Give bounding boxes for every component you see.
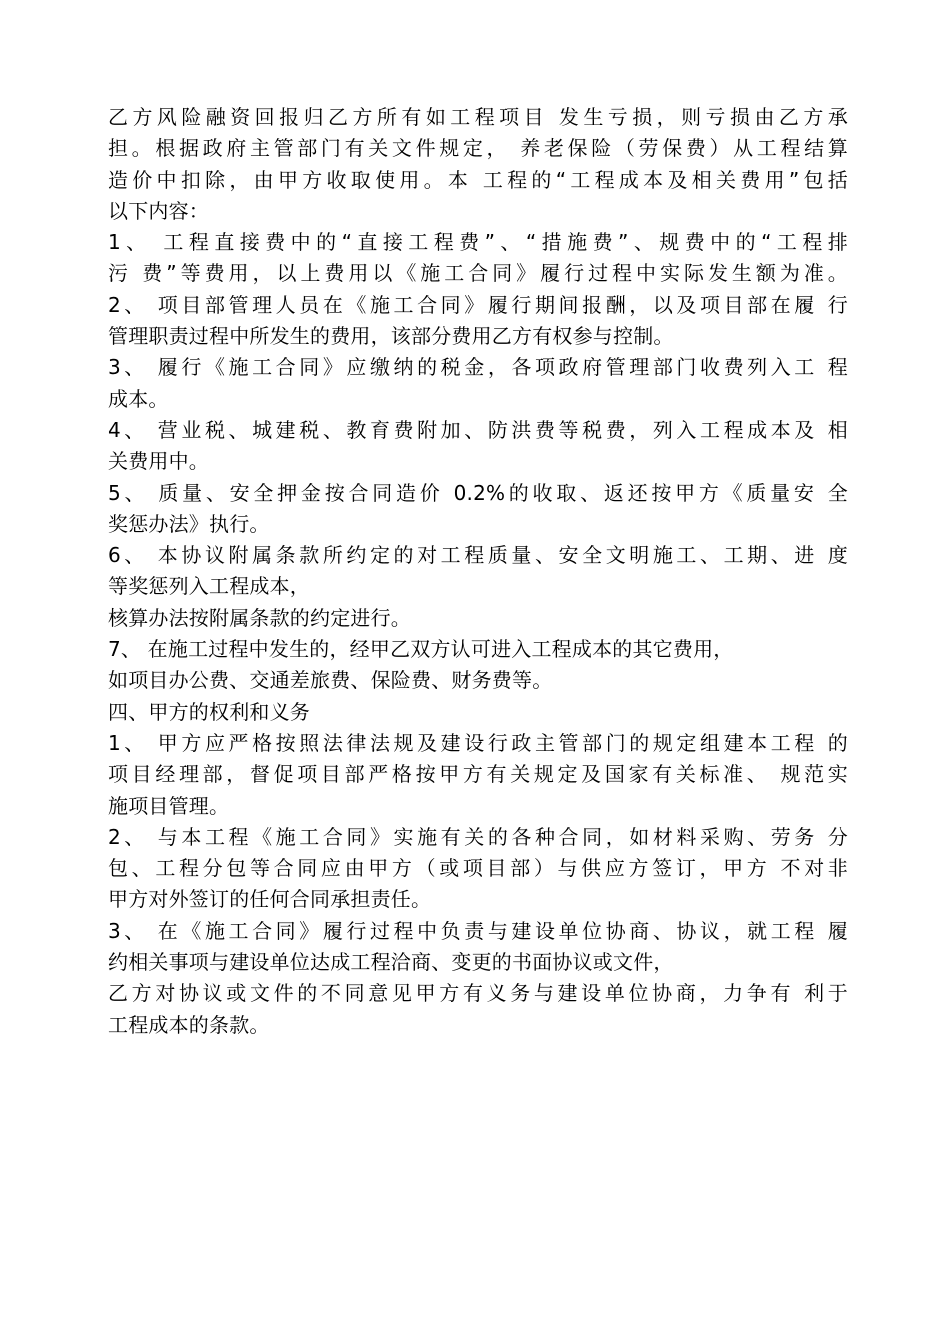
document-line: 管理职责过程中所发生的费用，该部分费用乙方有权参与控制。 [108, 324, 674, 349]
document-line: 项目经理部，督促项目部严格按甲方有关规定及国家有关标准、 规范实 [108, 762, 848, 787]
document-line: 施项目管理。 [108, 793, 230, 818]
document-line: 如项目办公费、交通差旅费、保险费、财务费等。 [108, 668, 553, 693]
document-line: 3、 在《施工合同》履行过程中负责与建设单位协商、协议，就工程 履 [108, 918, 848, 943]
document-line: 2、 项目部管理人员在《施工合同》履行期间报酬，以及项目部在履 行 [108, 292, 848, 317]
document-line: 等奖惩列入工程成本， [108, 574, 310, 599]
document-line: 4、 营业税、城建税、教育费附加、防洪费等税费，列入工程成本及 相 [108, 417, 848, 442]
document-line: 3、 履行《施工合同》应缴纳的税金，各项政府管理部门收费列入工 程 [108, 355, 848, 380]
document-line: 奖惩办法》执行。 [108, 511, 270, 536]
document-line: 6、 本协议附属条款所约定的对工程质量、安全文明施工、工期、进 度 [108, 543, 848, 568]
document-line: 1、 工程直接费中的“直接工程费”、“措施费”、规费中的“工程排 [108, 230, 848, 255]
document-line: 核算办法按附属条款的约定进行。 [108, 605, 411, 630]
document-line: 造价中扣除，由甲方收取使用。本 工程的“工程成本及相关费用”包括 [108, 167, 848, 192]
document-line: 工程成本的条款。 [108, 1012, 270, 1037]
document-line: 包、工程分包等合同应由甲方（或项目部）与供应方签订，甲方 不对非 [108, 856, 848, 881]
document-line: 四、甲方的权利和义务 [108, 699, 310, 724]
document-line: 担。根据政府主管部门有关文件规定， 养老保险（劳保费）从工程结算 [108, 136, 848, 161]
document-line: 7、 在施工过程中发生的，经甲乙双方认可进入工程成本的其它费用， [108, 637, 734, 662]
document-line: 5、 质量、安全押金按合同造价 0.2%的收取、返还按甲方《质量安 全 [108, 480, 848, 505]
document-line: 1、 甲方应严格按照法律法规及建设行政主管部门的规定组建本工程 的 [108, 730, 848, 755]
document-line: 成本。 [108, 386, 169, 411]
document-line: 污 费”等费用，以上费用以《施工合同》履行过程中实际发生额为准。 [108, 261, 848, 286]
document-line: 2、 与本工程《施工合同》实施有关的各种合同，如材料采购、劳务 分 [108, 824, 848, 849]
document-line: 关费用中。 [108, 449, 209, 474]
document-body [108, 102, 848, 1041]
document-line: 甲方对外签订的任何合同承担责任。 [108, 887, 432, 912]
document-line: 乙方对协议或文件的不同意见甲方有义务与建设单位协商，力争有 利于 [108, 981, 848, 1006]
document-line: 以下内容： [108, 198, 209, 223]
document-line: 约相关事项与建设单位达成工程洽商、变更的书面协议或文件， [108, 950, 674, 975]
document-line: 乙方风险融资回报归乙方所有如工程项目 发生亏损，则亏损由乙方承 [108, 105, 848, 129]
